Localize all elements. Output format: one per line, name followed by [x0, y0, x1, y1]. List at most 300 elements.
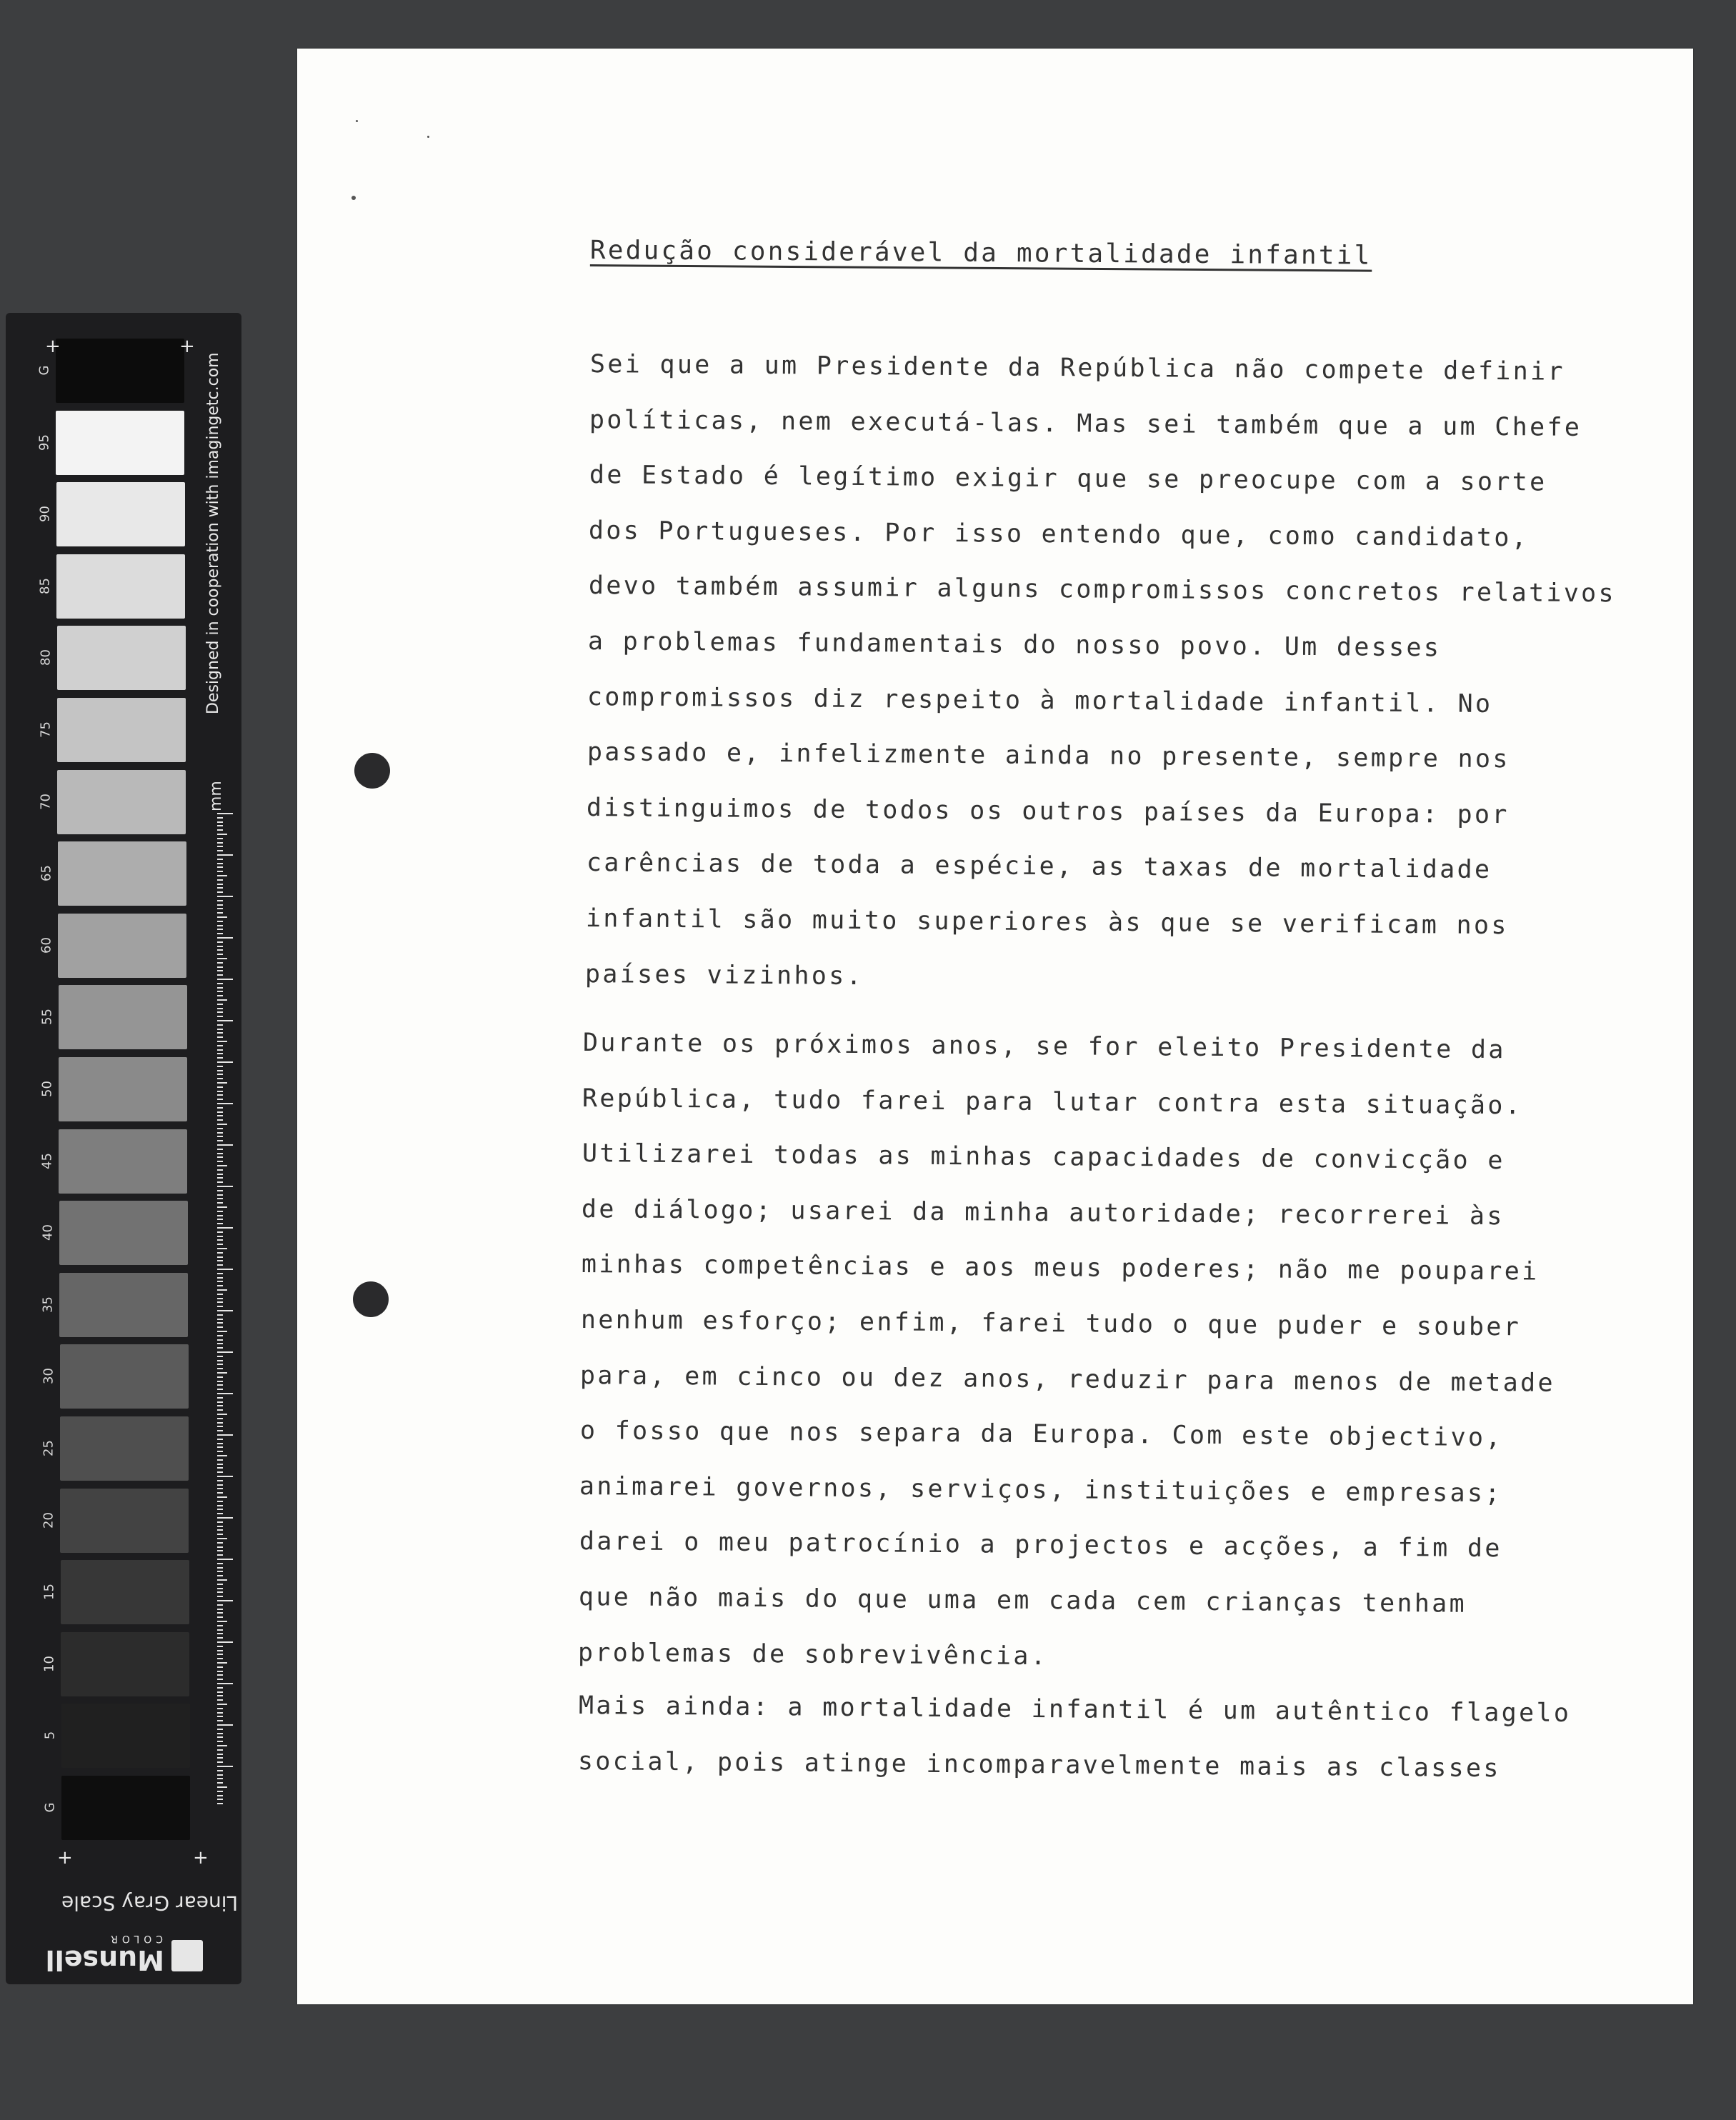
ruler-tick: [217, 916, 227, 918]
ruler-tick: [217, 1202, 223, 1204]
ruler-tick: [217, 1156, 223, 1158]
gray-step-label: 60: [39, 936, 54, 954]
ruler-tick: [217, 1008, 223, 1009]
ruler-tick: [217, 1169, 223, 1171]
ruler-tick: [217, 1206, 227, 1208]
gray-swatch: [56, 411, 184, 475]
ruler-tick: [217, 1434, 233, 1436]
ruler-tick: [217, 983, 223, 984]
ruler-tick: [217, 846, 223, 847]
ruler-tick: [217, 1215, 223, 1216]
ruler-tick: [217, 1281, 223, 1282]
ruler-tick: [217, 1136, 223, 1137]
paper-speck: [356, 120, 358, 122]
ruler-tick: [217, 1381, 223, 1382]
ruler-tick: [217, 925, 223, 926]
ruler-tick: [217, 887, 223, 889]
ruler-tick: [217, 1331, 227, 1332]
ruler-tick: [217, 1119, 223, 1121]
ruler-tick: [217, 1298, 223, 1299]
ruler-tick: [217, 1459, 223, 1461]
text-line: de diálogo; usarei da minha autoridade; recorrerei às: [582, 1194, 1505, 1231]
ruler-tick: [217, 1708, 223, 1709]
gray-swatch: [58, 914, 186, 978]
ruler-tick: [217, 1314, 223, 1316]
ruler-tick: [217, 1422, 223, 1424]
ruler-tick: [217, 1476, 233, 1477]
ruler-tick: [217, 1749, 223, 1751]
ruler-tick: [217, 1521, 223, 1523]
ruler-tick: [217, 1588, 223, 1589]
ruler-tick: [217, 1111, 223, 1113]
ruler-tick: [217, 1024, 223, 1026]
ruler-tick: [217, 854, 233, 856]
ruler-tick: [217, 1045, 223, 1046]
credit-text: Designed in cooperation with imagingetc.com: [204, 352, 222, 714]
ruler-tick: [217, 1264, 223, 1266]
munsell-grid-icon: [171, 1940, 203, 1971]
gray-step-label: 90: [37, 506, 53, 523]
ruler-tick: [217, 1356, 223, 1357]
text-line: darei o meu patrocínio a projectos e acções, a fim de: [579, 1527, 1502, 1564]
ruler-tick: [217, 871, 223, 872]
ruler-tick: [217, 1256, 223, 1258]
ruler-tick: [217, 1219, 223, 1220]
gray-swatch: [59, 1273, 188, 1337]
ruler-tick: [217, 1430, 223, 1431]
punch-hole: [353, 1281, 389, 1317]
text-line: políticas, nem executá-las. Mas sei também que a um Chefe: [589, 405, 1582, 442]
ruler-tick: [217, 1086, 223, 1088]
ruler-tick: [217, 1248, 227, 1249]
ruler-tick: [217, 1364, 223, 1365]
paper-speck: [351, 196, 356, 200]
text-line: devo também assumir alguns compromissos concretos relativos: [588, 571, 1616, 609]
ruler-tick: [217, 1604, 223, 1606]
gray-swatch: [56, 482, 185, 546]
ruler-tick: [217, 1654, 223, 1655]
text-line: animarei governos, serviços, instituições e empresas;: [579, 1471, 1503, 1508]
ruler-tick: [217, 1339, 223, 1341]
ruler-tick: [217, 1766, 233, 1767]
ruler-tick: [217, 1107, 223, 1109]
ruler-tick: [217, 1538, 227, 1539]
ruler-tick: [217, 1658, 223, 1659]
ruler-tick: [217, 1070, 223, 1071]
ruler-tick: [217, 1301, 223, 1303]
ruler-tick: [217, 1579, 227, 1581]
ruler-tick: [217, 1029, 223, 1030]
gray-step-label: 80: [38, 649, 54, 666]
ruler-tick: [217, 825, 223, 826]
gray-swatch: [59, 1201, 188, 1265]
brand-sub: COLOR: [106, 1933, 163, 1944]
gray-step-label: 50: [39, 1081, 55, 1097]
ruler-tick: [217, 1464, 223, 1465]
ruler-tick: [217, 875, 227, 876]
text-line: países vizinhos.: [585, 959, 864, 991]
ruler-tick: [217, 1132, 223, 1134]
ruler-tick: [217, 1778, 223, 1779]
ruler-tick: [217, 954, 223, 955]
ruler-tick: [217, 1782, 223, 1784]
ruler-tick: [217, 1078, 223, 1079]
ruler-tick: [217, 1144, 233, 1146]
ruler-tick: [217, 1526, 223, 1527]
text-line: de Estado é legítimo exigir que se preocupe com a sorte: [589, 461, 1547, 497]
gray-step-label: G: [42, 1802, 58, 1813]
ruler-tick: [217, 1646, 223, 1647]
ruler-tick: [217, 979, 233, 980]
ruler-tick: [217, 1546, 223, 1548]
gray-swatch: [57, 626, 186, 690]
ruler-tick: [217, 1741, 223, 1742]
ruler-tick: [217, 999, 227, 1001]
ruler-tick: [217, 1529, 223, 1531]
ruler-tick: [217, 1260, 223, 1261]
gray-step-label: 40: [40, 1224, 56, 1241]
ruler-tick: [217, 1351, 233, 1353]
ruler-tick: [217, 1600, 233, 1601]
ruler-tick: [217, 1616, 223, 1618]
gray-step-label: 20: [41, 1511, 56, 1529]
ruler-tick: [217, 946, 223, 947]
ruler-tick: [217, 859, 223, 860]
ruler-tick: [217, 1609, 223, 1610]
ruler-tick: [217, 912, 223, 914]
ruler-tick: [217, 1335, 223, 1336]
ruler-tick: [217, 896, 233, 897]
ruler-tick: [217, 1310, 233, 1311]
gray-swatch: [61, 1776, 190, 1840]
ruler-tick: [217, 1032, 223, 1034]
ruler-tick: [217, 1791, 223, 1792]
ruler-tick: [217, 974, 223, 976]
ruler-tick: [217, 1368, 223, 1369]
ruler-tick: [217, 921, 223, 922]
ruler-tick: [217, 1542, 223, 1544]
ruler-tick: [217, 1426, 223, 1427]
ruler-tick: [217, 929, 223, 930]
ruler-tick: [217, 1186, 233, 1187]
ruler-tick: [217, 1559, 233, 1560]
ruler-tick: [217, 937, 233, 939]
ruler-tick: [217, 1322, 223, 1324]
ruler-tick: [217, 1467, 223, 1469]
ruler-tick: [217, 884, 223, 885]
ruler-tick: [217, 1149, 223, 1150]
text-line: o fosso que nos separa da Europa. Com este objectivo,: [579, 1416, 1503, 1453]
ruler-tick: [217, 1439, 223, 1440]
ruler-tick: [217, 1803, 223, 1804]
ruler-tick: [217, 1699, 223, 1701]
gray-swatch: [61, 1560, 189, 1624]
ruler-tick: [217, 1236, 223, 1237]
ruler-tick: [217, 1252, 223, 1254]
ruler-tick: [217, 879, 223, 881]
ruler-tick: [217, 1393, 233, 1394]
ruler-tick: [217, 1492, 223, 1494]
ruler-tick: [217, 1360, 223, 1361]
ruler-tick: [217, 813, 233, 814]
ruler-tick: [217, 1625, 223, 1626]
ruler-tick: [217, 995, 223, 996]
ruler-tick: [217, 1633, 223, 1634]
gray-swatch: [58, 841, 186, 906]
text-line: social, pois atinge incomparavelmente mais as classes: [578, 1746, 1502, 1783]
ruler-tick: [217, 1011, 223, 1013]
mm-ruler: [217, 813, 241, 2120]
ruler-tick: [217, 1372, 227, 1374]
ruler-tick: [217, 1190, 223, 1191]
text-line: minhas competências e aos meus poderes; não me pouparei: [581, 1250, 1540, 1286]
ruler-tick: [217, 1405, 223, 1406]
ruler-tick: [217, 1679, 223, 1680]
ruler-tick: [217, 1729, 223, 1730]
gray-step-label: 45: [39, 1152, 55, 1169]
ruler-tick: [217, 1446, 223, 1448]
ruler-tick: [217, 1343, 223, 1344]
ruler-tick: [217, 1687, 223, 1689]
ruler-tick: [217, 1289, 227, 1291]
ruler-tick: [217, 1629, 223, 1631]
ruler-tick: [217, 1128, 223, 1129]
gray-step-label: 30: [41, 1368, 56, 1385]
ruler-tick: [217, 1443, 223, 1444]
ruler-tick: [217, 1397, 223, 1399]
ruler-tick: [217, 1211, 223, 1212]
ruler-tick: [217, 1231, 223, 1233]
ruler-tick: [217, 1754, 223, 1755]
text-line: Durante os próximos anos, se for eleito Presidente da: [582, 1029, 1506, 1065]
ruler-tick: [217, 1099, 223, 1100]
ruler-tick: [217, 1691, 223, 1693]
ruler-tick: [217, 1161, 223, 1162]
gray-step-label: 75: [38, 721, 54, 738]
ruler-tick: [217, 1294, 223, 1295]
gray-step-label: G: [36, 365, 52, 376]
ruler-tick: [217, 1641, 233, 1643]
ruler-tick: [217, 821, 223, 823]
ruler-tick: [217, 1712, 223, 1714]
brand-name: Munsell: [45, 1944, 164, 1976]
gray-step-label: 95: [36, 434, 52, 451]
ruler-tick: [217, 1020, 233, 1021]
ruler-tick: [217, 1733, 223, 1734]
ruler-tick: [217, 1774, 223, 1776]
ruler-tick: [217, 941, 223, 943]
ruler-tick: [217, 958, 227, 959]
gray-step-label: 15: [41, 1584, 57, 1601]
ruler-tick: [217, 1347, 223, 1349]
ruler-tick: [217, 1484, 223, 1486]
text-line: compromissos diz respeito à mortalidade infantil. No: [587, 682, 1493, 719]
ruler-tick: [217, 1563, 223, 1564]
gray-swatch: [56, 554, 185, 619]
gray-step-label: 5: [42, 1731, 58, 1740]
ruler-tick: [217, 1053, 223, 1054]
ruler-tick: [217, 1066, 223, 1067]
ruler-tick: [217, 1567, 223, 1569]
ruler-tick: [217, 1326, 223, 1328]
ruler-tick: [217, 1671, 223, 1672]
ruler-tick: [217, 1666, 223, 1668]
ruler-tick: [217, 1409, 223, 1411]
ruler-tick: [217, 949, 223, 951]
ruler-tick: [217, 904, 223, 906]
ruler-tick: [217, 1016, 223, 1017]
ruler-tick: [217, 1165, 227, 1166]
text-line: distinguimos de todos os outros países da Europa: por: [587, 793, 1510, 829]
ruler-tick: [217, 1761, 223, 1763]
ruler-tick: [217, 1534, 223, 1535]
ruler-tick: [217, 1094, 223, 1096]
ruler-tick: [217, 1770, 223, 1771]
registration-mark: +: [57, 1847, 73, 1869]
ruler-tick: [217, 817, 223, 819]
registration-mark: +: [45, 336, 61, 357]
ruler-tick: [217, 1384, 223, 1386]
ruler-tick: [217, 1757, 223, 1759]
ruler-tick: [217, 1621, 227, 1622]
text-line: que não mais do que uma em cada cem crianças tenham: [578, 1583, 1467, 1619]
ruler-tick: [217, 1575, 223, 1576]
gray-swatch: [61, 1632, 189, 1696]
text-line: República, tudo farei para lutar contra esta situação.: [582, 1084, 1523, 1120]
ruler-tick: [217, 1488, 223, 1489]
gray-swatch: [59, 985, 187, 1049]
ruler-tick: [217, 1061, 233, 1063]
ruler-tick: [217, 1004, 223, 1005]
ruler-tick: [217, 1471, 223, 1473]
ruler-tick: [217, 1513, 223, 1514]
ruler-tick: [217, 970, 223, 971]
ruler-tick: [217, 1505, 223, 1506]
ruler-tick: [217, 1244, 223, 1245]
text-line: a problemas fundamentais do nosso povo. Um desses: [587, 627, 1442, 663]
gray-swatch: [60, 1489, 189, 1553]
paper-speck: [427, 136, 429, 138]
text-line: Utilizarei todas as minhas capacidades de convicção e: [582, 1139, 1505, 1176]
ruler-tick: [217, 1194, 223, 1196]
ruler-tick: [217, 900, 223, 901]
ruler-tick: [217, 834, 227, 835]
ruler-tick: [217, 1174, 223, 1175]
ruler-tick: [217, 1418, 223, 1419]
ruler-tick: [217, 991, 223, 992]
ruler-tick: [217, 1799, 223, 1800]
gray-step-label: 35: [40, 1296, 56, 1313]
ruler-tick: [217, 891, 223, 893]
gray-swatch: [59, 1057, 187, 1121]
ruler-tick: [217, 933, 223, 934]
munsell-logo: [45, 1926, 203, 1976]
ruler-tick: [217, 1612, 223, 1614]
ruler-tick: [217, 1554, 223, 1556]
ruler-tick: [217, 1227, 233, 1229]
text-line: carências de toda a espécie, as taxas de mortalidade: [586, 849, 1492, 885]
ruler-tick: [217, 1704, 227, 1705]
product-name: Linear Gray Scale: [61, 1891, 239, 1915]
ruler-tick: [217, 1198, 223, 1199]
text-line: para, em cinco ou dez anos, reduzir para menos de metade: [580, 1361, 1556, 1398]
ruler-tick: [217, 1177, 223, 1179]
gray-step-label: 65: [39, 865, 54, 882]
registration-mark: +: [179, 336, 195, 357]
gray-swatch: [56, 339, 184, 403]
ruler-tick: [217, 962, 223, 964]
document-title: Redução considerável da mortalidade infantil: [589, 236, 1372, 271]
ruler-tick: [217, 1181, 223, 1183]
text-line: Mais ainda: a mortalidade infantil é um autêntico flagelo: [578, 1691, 1572, 1728]
ruler-tick: [217, 1389, 223, 1390]
ruler-tick: [217, 1091, 223, 1092]
ruler-tick: [217, 1591, 223, 1593]
ruler-tick: [217, 1306, 223, 1307]
ruler-tick: [217, 1273, 223, 1274]
text-line: dos Portugueses. Por isso entendo que, como candidato,: [589, 516, 1530, 553]
ruler-tick: [217, 1637, 223, 1639]
ruler-tick: [217, 1103, 233, 1104]
ruler-tick: [217, 1277, 223, 1279]
ruler-tick: [217, 863, 223, 864]
gray-step-label: 85: [37, 577, 53, 594]
ruler-tick: [217, 1795, 223, 1796]
ruler-tick: [217, 1041, 227, 1042]
ruler-tick: [217, 1140, 223, 1141]
gray-swatch: [57, 698, 186, 762]
unit-label: mm: [207, 781, 225, 811]
text-line: infantil são muito superiores às que se verificam nos: [585, 904, 1509, 941]
ruler-tick: [217, 1049, 223, 1051]
ruler-tick: [217, 1650, 223, 1651]
ruler-tick: [217, 1662, 227, 1664]
ruler-tick: [217, 1501, 223, 1502]
ruler-tick: [217, 1451, 223, 1452]
ruler-tick: [217, 1057, 223, 1059]
ruler-tick: [217, 908, 223, 909]
gray-swatch: [60, 1416, 189, 1481]
ruler-tick: [217, 1716, 223, 1717]
gray-step-label: 25: [41, 1440, 56, 1456]
gray-step-label: 70: [38, 793, 54, 810]
ruler-tick: [217, 1786, 227, 1788]
text-line: Sei que a um Presidente da República não compete definir: [589, 350, 1565, 386]
ruler-tick: [217, 866, 223, 868]
ruler-tick: [217, 1269, 233, 1270]
ruler-tick: [217, 1401, 223, 1403]
ruler-tick: [217, 1036, 223, 1038]
ruler-tick: [217, 1496, 227, 1498]
ruler-tick: [217, 1745, 227, 1746]
ruler-tick: [217, 1115, 223, 1116]
ruler-tick: [217, 838, 223, 839]
ruler-tick: [217, 1074, 223, 1075]
gray-step-label: 10: [41, 1655, 57, 1672]
registration-mark: +: [193, 1847, 209, 1869]
ruler-tick: [217, 1550, 223, 1551]
ruler-tick: [217, 1596, 223, 1597]
text-line: passado e, infelizmente ainda no presente, sempre nos: [587, 738, 1510, 774]
ruler-tick: [217, 1724, 233, 1726]
ruler-tick: [217, 966, 223, 968]
ruler-tick: [217, 1517, 233, 1519]
gray-swatch: [61, 1704, 190, 1768]
ruler-tick: [217, 1571, 223, 1572]
ruler-tick: [217, 1455, 227, 1456]
ruler-tick: [217, 1674, 223, 1676]
ruler-tick: [217, 1239, 223, 1241]
